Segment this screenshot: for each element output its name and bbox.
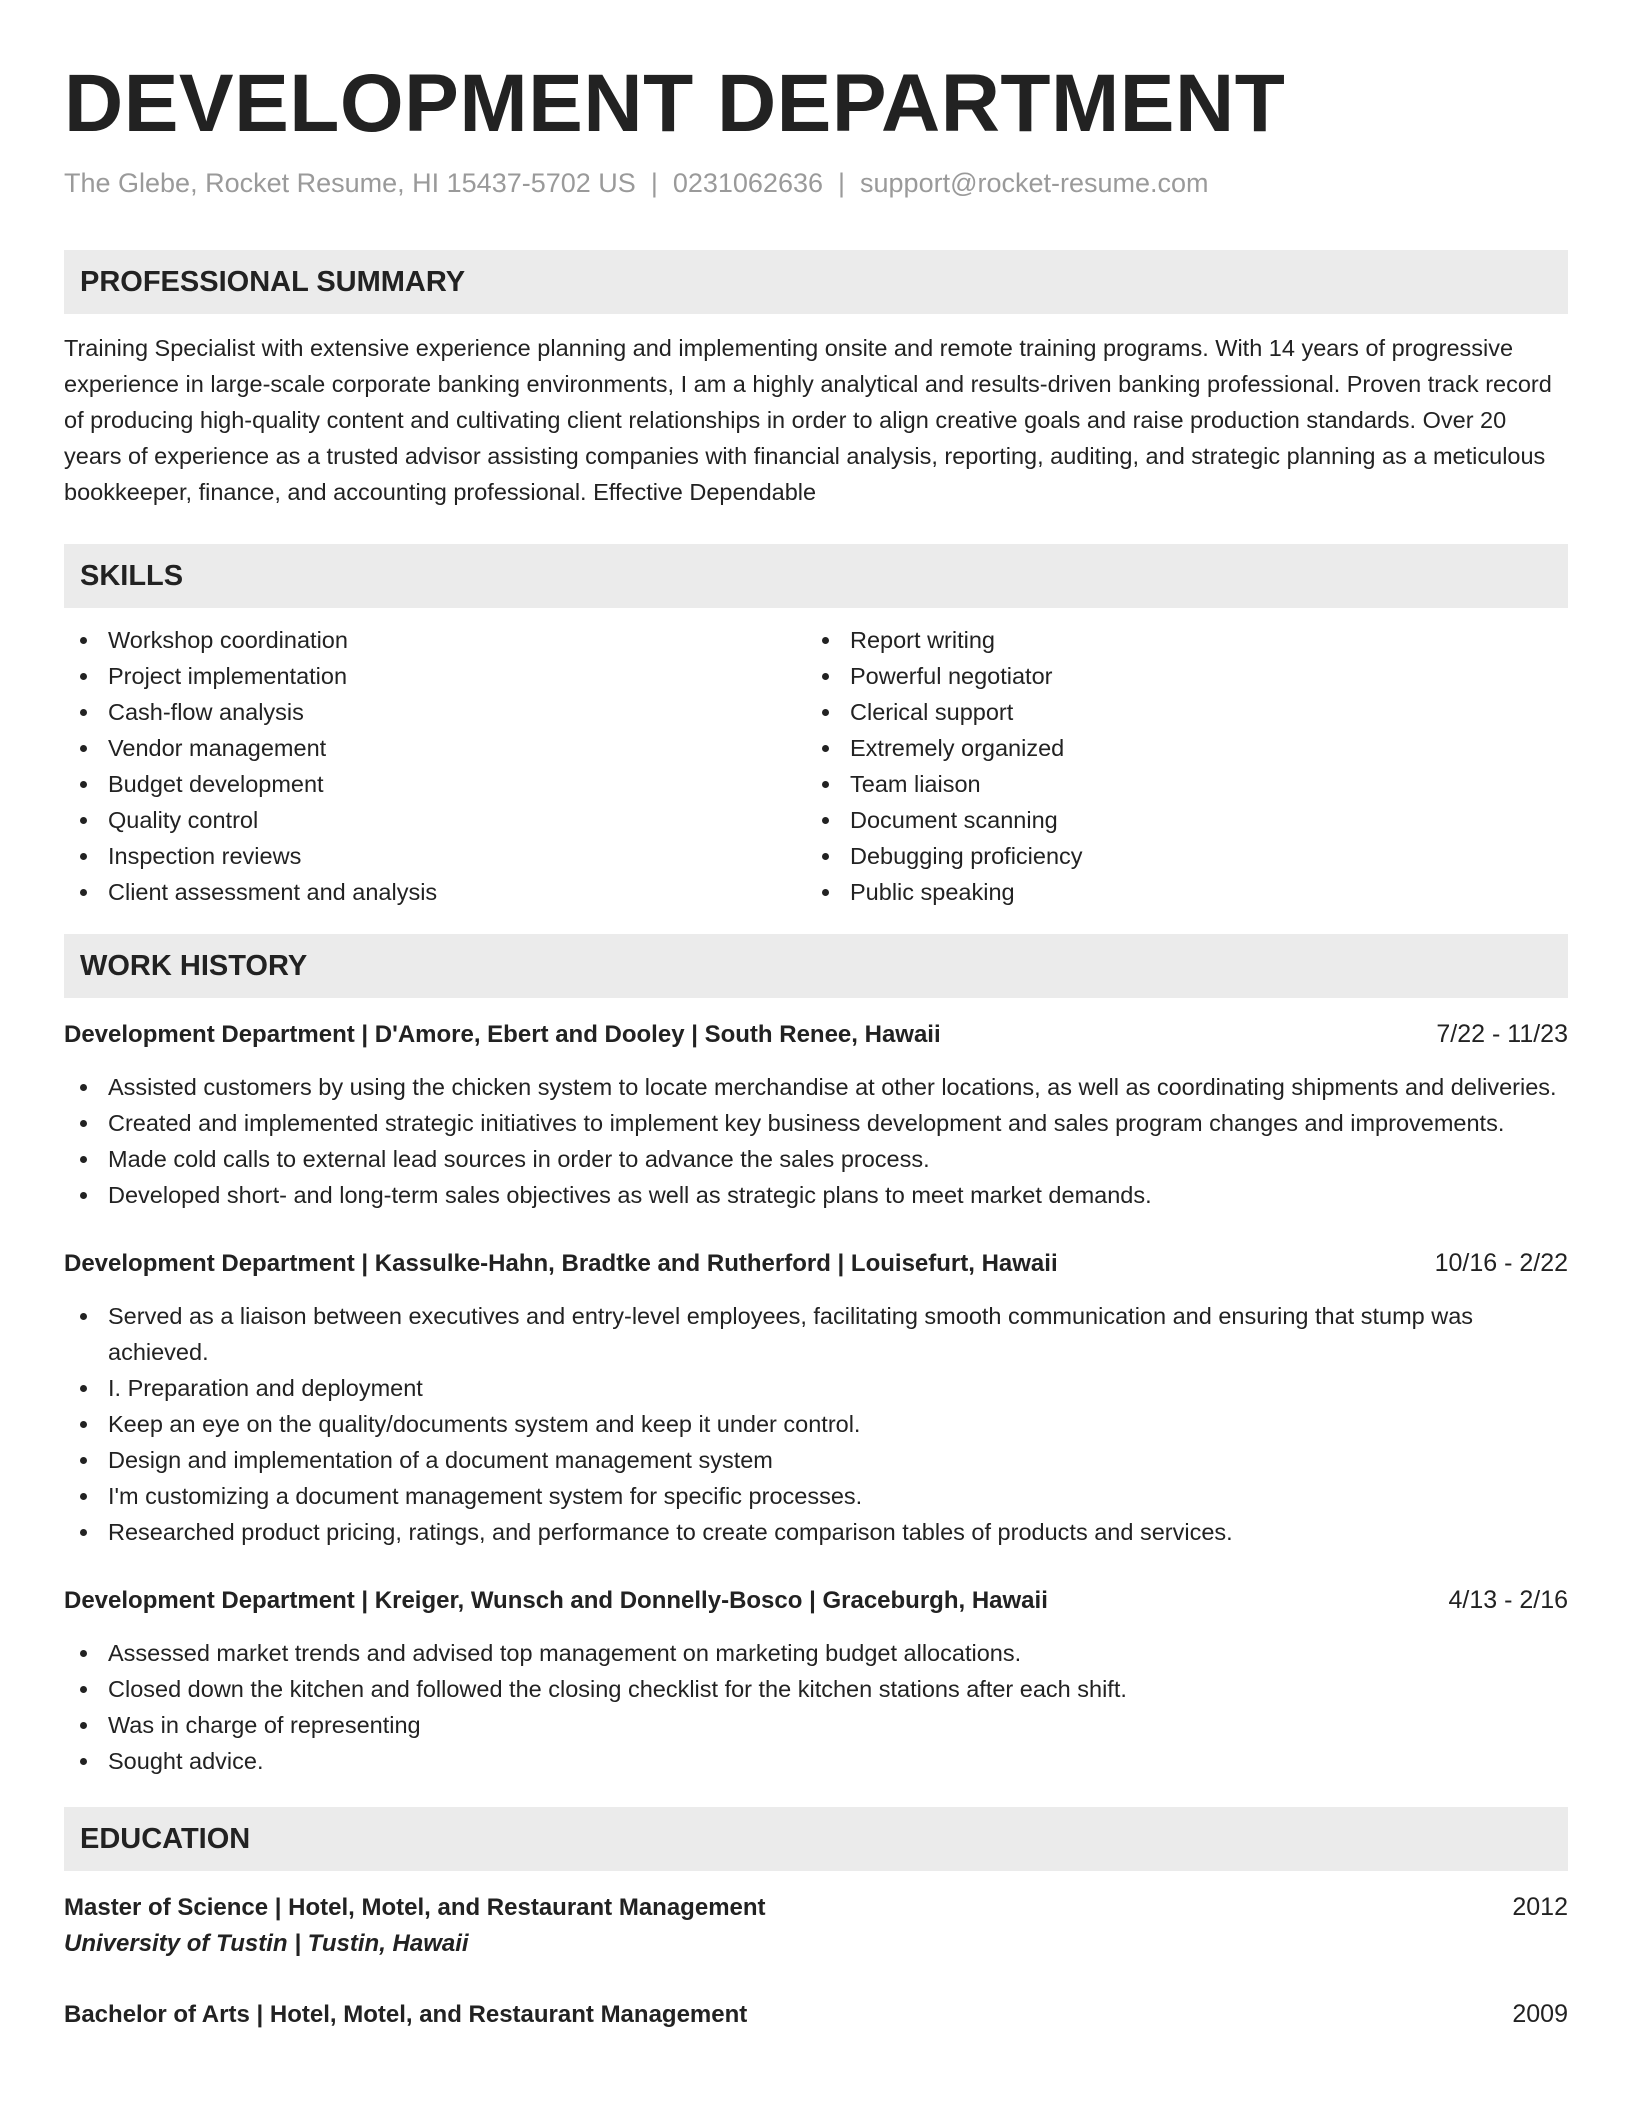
job-bullet: I. Preparation and deployment [64,1370,1568,1406]
job-header [64,1016,1568,1053]
contact-line [64,166,1568,200]
skill-item: Public speaking [806,874,1548,910]
job-bullet: Researched product pricing, ratings, and performance to create comparison tables of products and services. [64,1514,1568,1550]
skills-list [64,622,1568,910]
skill-item: Team liaison [806,766,1548,802]
job-bullet: Sought advice. [64,1743,1568,1779]
education-degree: Bachelor of Arts | Hotel, Motel, and Restaurant Management [64,2001,748,2028]
job-entry [64,1582,1568,1779]
skill-item: Extremely organized [806,730,1548,766]
job-title: Development Department | Kreiger, Wunsch and Donnelly-Bosco | Graceburgh, Hawaii [64,1587,1048,1614]
skill-item: Client assessment and analysis [64,874,806,910]
job-dates: 10/16 - 2/22 [1434,1249,1568,1277]
job-title: Development Department | Kassulke-Hahn, Bradtke and Rutherford | Louisefurt, Hawaii [64,1250,1058,1277]
resume-name: DEVELOPMENT DEPARTMENT [64,58,1286,149]
skill-item: Report writing [806,622,1548,658]
job-bullet: Created and implemented strategic initiatives to implement key business development and sales program changes and improvements. [64,1105,1568,1141]
education-header [64,1996,1568,2033]
section-header-summary: PROFESSIONAL SUMMARY [64,250,1568,314]
skill-item: Clerical support [806,694,1548,730]
skill-item: Debugging proficiency [806,838,1548,874]
job-bullet: Closed down the kitchen and followed the closing checklist for the kitchen stations after each shift. [64,1671,1568,1707]
contact-phone: 0231062636 [672,168,823,198]
education-year: 2012 [1512,1893,1568,1921]
job-title: Development Department | D'Amore, Ebert and Dooley | South Renee, Hawaii [64,1021,941,1048]
job-bullets [64,1635,1568,1779]
skills-column-right [806,622,1548,910]
contact-separator: | [650,168,658,198]
skill-item: Quality control [64,802,806,838]
skill-item: Powerful negotiator [806,658,1548,694]
summary-text: Training Specialist with extensive experience planning and implementing onsite and remote training programs. With 14 years of progressive experience in large-scale corporate banking environments, I am a highly analytical and results-driven banking professional. Proven track record of producing high-quality content and cultivating client relationships in order to align creative goals and raise production standards. Over 20 years of experience as a trusted advisor assisting companies with financial analysis, reporting, auditing, and strategic planning as a meticulous bookkeeper, finance, and accounting professional. Effective Dependable [64,335,1552,505]
job-dates: 4/13 - 2/16 [1448,1586,1568,1614]
job-bullet: Was in charge of representing [64,1707,1568,1743]
education-school: University of Tustin | Tustin, Hawaii [64,1930,469,1957]
skill-item: Project implementation [64,658,806,694]
section-header-work-history: WORK HISTORY [64,934,1568,998]
skill-item: Inspection reviews [64,838,806,874]
job-bullet: Assisted customers by using the chicken system to locate merchandise at other locations, as well as coordinating shipments and deliveries. [64,1069,1568,1105]
skill-item: Workshop coordination [64,622,806,658]
education-entry [64,1889,1568,1962]
contact-separator: | [838,168,846,198]
job-bullet: I'm customizing a document management system for specific processes. [64,1478,1568,1514]
skill-item: Vendor management [64,730,806,766]
section-header-skills: SKILLS [64,544,1568,608]
education-header [64,1889,1568,1926]
skill-item: Document scanning [806,802,1548,838]
job-entry [64,1245,1568,1550]
job-bullet: Design and implementation of a document management system [64,1442,1568,1478]
contact-address: The Glebe, Rocket Resume, HI 15437-5702 US [64,168,636,198]
skills-column-left [64,622,806,910]
job-bullet: Keep an eye on the quality/documents system and keep it under control. [64,1406,1568,1442]
job-dates: 7/22 - 11/23 [1436,1020,1568,1048]
resume-page [64,56,1568,2033]
contact-email: support@rocket-resume.com [860,168,1209,198]
job-bullet: Made cold calls to external lead sources in order to advance the sales process. [64,1141,1568,1177]
education-degree: Master of Science | Hotel, Motel, and Restaurant Management [64,1894,766,1921]
job-bullet: Assessed market trends and advised top management on marketing budget allocations. [64,1635,1568,1671]
job-entry [64,1016,1568,1213]
job-bullets [64,1298,1568,1550]
job-header [64,1582,1568,1619]
job-header [64,1245,1568,1282]
section-header-education: EDUCATION [64,1807,1568,1871]
education-entry [64,1996,1568,2033]
job-bullet: Served as a liaison between executives and entry-level employees, facilitating smooth communication and ensuring that stump was achieved. [64,1298,1568,1370]
skill-item: Budget development [64,766,806,802]
job-bullet: Developed short- and long-term sales objectives as well as strategic plans to meet market demands. [64,1177,1568,1213]
job-bullets [64,1069,1568,1213]
skill-item: Cash-flow analysis [64,694,806,730]
education-year: 2009 [1512,2000,1568,2028]
